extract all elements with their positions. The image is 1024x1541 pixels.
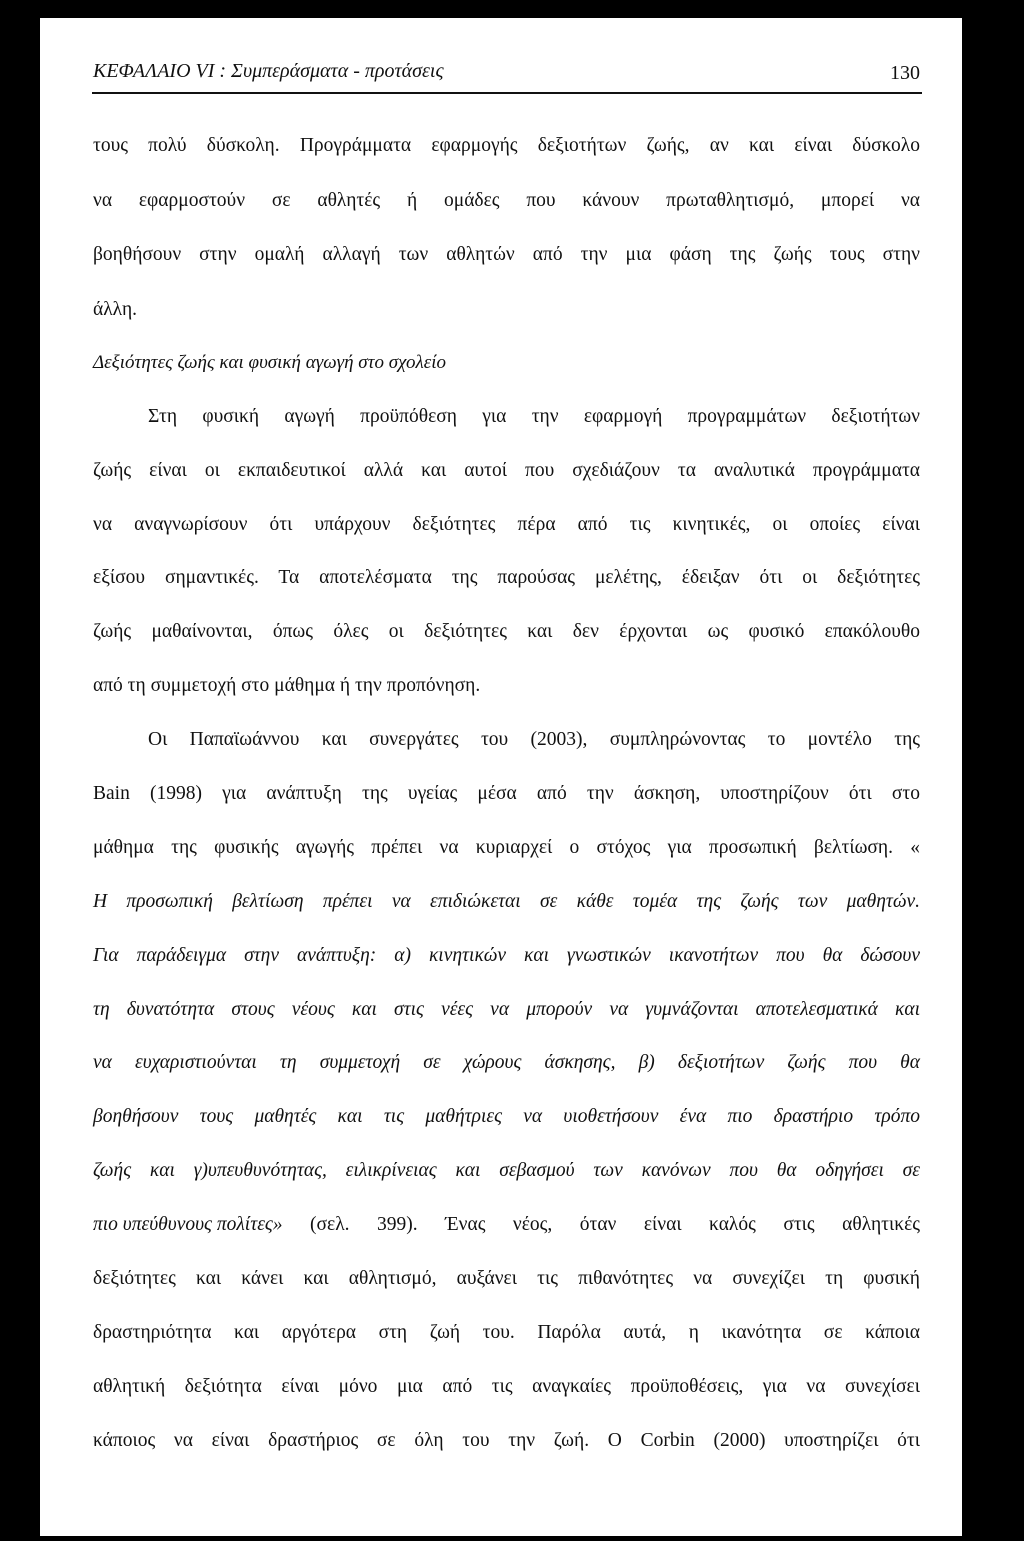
text-line: τους πολύ δύσκολη. Προγράμματα εφαρμογής δεξιοτήτων ζωής, αν και είναι δύσκολο [93, 135, 920, 156]
text-line: ζωής είναι οι εκπαιδευτικοί αλλά και αυτοί που σχεδιάζουν τα αναλυτικά προγράμματα [93, 460, 920, 481]
text-line: να αναγνωρίσουν ότι υπάρχουν δεξιότητες πέρα από τις κινητικές, οι οποίες είναι [93, 514, 920, 535]
mixed-line [93, 1212, 920, 1238]
chapter-title: ΚΕΦΑΛΑΙΟ VI : Συμπεράσματα - προτάσεις [93, 60, 444, 82]
text-line: ζωής μαθαίνονται, όπως όλες οι δεξιότητες και δεν έρχονται ως φυσικό επακόλουθο [93, 621, 920, 642]
text-line: μάθημα της φυσικής αγωγής πρέπει να κυριαρχεί ο στόχος για προσωπική βελτίωση. « [93, 837, 920, 858]
text-line: να εφαρμοστούν σε αθλητές ή ομάδες που κάνουν πρωταθλητισμό, μπορεί να [93, 190, 920, 211]
text-line: εξίσου σημαντικές. Τα αποτελέσματα της παρούσας μελέτης, έδειξαν ότι οι δεξιότητες [93, 567, 920, 588]
page-number: 130 [890, 62, 920, 84]
text-segment: (σελ. 399). Ένας νέος, όταν είναι καλός στις αθλητικές [282, 1214, 920, 1235]
text-line: άλλη. [93, 299, 138, 320]
text-line: Στη φυσική αγωγή προϋπόθεση για την εφαρμογή προγραμμάτων δεξιοτήτων [148, 406, 920, 427]
quote-line: ζωής και γ)υπευθυνότητας, ειλικρίνειας και σεβασμού των κανόνων που θα οδηγήσει σε [93, 1160, 920, 1181]
text-line: Bain (1998) για ανάπτυξη της υγείας μέσα από την άσκηση, υποστηρίζουν ότι στο [93, 783, 920, 804]
header-rule [92, 92, 922, 94]
section-heading: Δεξιότητες ζωής και φυσική αγωγή στο σχολείο [93, 352, 447, 373]
text-line: κάποιος να είναι δραστήριος σε όλη του την ζωή. Ο Corbin (2000) υποστηρίζει ότι [93, 1430, 920, 1451]
quote-line: Η προσωπική βελτίωση πρέπει να επιδιώκεται σε κάθε τομέα της ζωής των μαθητών. [93, 891, 920, 912]
running-header [93, 60, 920, 96]
text-line: από τη συμμετοχή στο μάθημα ή την προπόνηση. [93, 675, 481, 696]
text-line: Οι Παπαϊωάννου και συνεργάτες του (2003), συμπληρώνοντας το μοντέλο της [148, 729, 920, 750]
document-page [40, 18, 962, 1536]
quote-line: τη δυνατότητα στους νέους και στις νέες να μπορούν να γυμνάζονται αποτελεσματικά και [93, 999, 920, 1020]
quote-end: πιο υπεύθυνους πολίτες» [93, 1214, 283, 1235]
text-line: δεξιότητες και κάνει και αθλητισμό, αυξάνει τις πιθανότητες να συνεχίζει τη φυσική [93, 1268, 920, 1289]
quote-line: Για παράδειγμα στην ανάπτυξη: α) κινητικών και γνωστικών ικανοτήτων που θα δώσουν [93, 945, 920, 966]
text-line: δραστηριότητα και αργότερα στη ζωή του. Παρόλα αυτά, η ικανότητα σε κάποια [93, 1322, 920, 1343]
text-line: βοηθήσουν στην ομαλή αλλαγή των αθλητών από την μια φάση της ζωής τους στην [93, 244, 920, 265]
text-line: αθλητική δεξιότητα είναι μόνο μια από τις αναγκαίες προϋποθέσεις, για να συνεχίσει [93, 1376, 920, 1397]
quote-line: βοηθήσουν τους μαθητές και τις μαθήτριες να υιοθετήσουν ένα πιο δραστήριο τρόπο [93, 1106, 920, 1127]
quote-line: να ευχαριστιούνται τη συμμετοχή σε χώρους άσκησης, β) δεξιοτήτων ζωής που θα [93, 1052, 920, 1073]
